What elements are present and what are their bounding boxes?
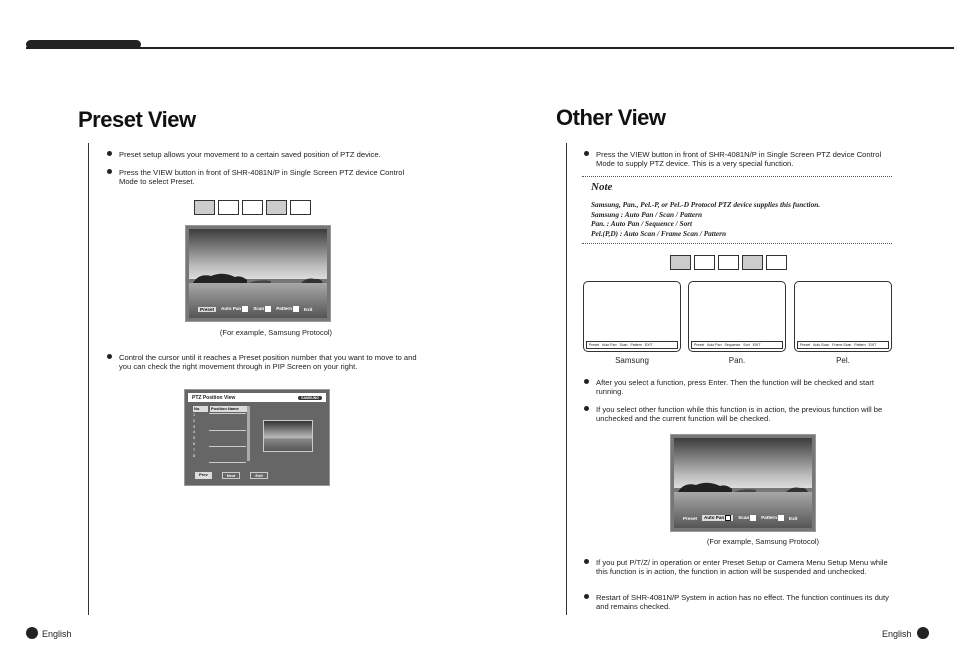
menu-label: Pattern xyxy=(276,306,293,312)
menu-item[interactable]: Frame Scan xyxy=(832,343,852,347)
col-header-name: Position Name xyxy=(210,406,248,412)
bullet-text: After you select a function, press Enter. Then the function will be checked and start running. xyxy=(596,378,875,396)
footer-dot-left xyxy=(26,627,38,639)
protocol-screen-samsung xyxy=(583,281,681,352)
bullet-item xyxy=(584,558,890,576)
header-rule xyxy=(26,47,954,49)
bullet-text: Restart of SHR-4081N/P System in action has no effect. The function continues its duty and remains checked. xyxy=(596,593,889,611)
menu-item-scan[interactable] xyxy=(253,306,271,312)
menu-item[interactable]: Sort xyxy=(743,343,750,347)
function-screen xyxy=(670,434,816,532)
ptz-position-view-screen xyxy=(184,389,330,486)
ptz-menu-bar xyxy=(198,306,312,312)
water-image xyxy=(674,492,812,528)
menu-item[interactable]: EXIT xyxy=(752,343,761,347)
view-button[interactable] xyxy=(670,255,691,270)
table-row[interactable]: 5 xyxy=(193,436,196,441)
menu-item[interactable]: Pattern xyxy=(854,343,866,347)
protocol-menu-bar xyxy=(797,341,889,349)
bullet-item xyxy=(107,168,417,186)
menu-item-scan[interactable] xyxy=(738,515,756,521)
menu-label: Scan xyxy=(253,306,265,312)
menu-item[interactable]: Auto Pan xyxy=(707,343,722,347)
bullet-item xyxy=(584,378,884,396)
next-button[interactable]: Next xyxy=(222,472,241,479)
bullet-dot xyxy=(107,354,112,359)
front-button[interactable] xyxy=(290,200,311,215)
ptz-name-column xyxy=(209,413,246,463)
front-button[interactable] xyxy=(694,255,715,270)
note-line: Samsung : Auto Pan / Scan / Pattern xyxy=(591,209,703,219)
protocol-screen-pel xyxy=(794,281,892,352)
menu-item-pattern[interactable] xyxy=(761,515,784,521)
preset-screen xyxy=(185,225,331,322)
ptz-button-row xyxy=(195,472,268,479)
menu-item[interactable]: Auto Scan xyxy=(813,343,830,347)
ptz-menu-bar xyxy=(683,515,797,521)
protocol-screen-pan xyxy=(688,281,786,352)
front-button[interactable] xyxy=(766,255,787,270)
note-line: Pan. : Auto Pan / Sequence / Sort xyxy=(591,219,693,229)
menu-item[interactable]: Sequence xyxy=(724,343,741,347)
bullet-dot xyxy=(584,559,589,564)
menu-item[interactable]: EXIT xyxy=(868,343,877,347)
table-row[interactable]: 1 xyxy=(193,413,196,417)
protocol-label-pel: Pel. xyxy=(836,356,850,365)
table-row[interactable]: 3 xyxy=(193,424,196,429)
menu-label: Pattern xyxy=(761,515,778,521)
pip-preview-image xyxy=(263,420,313,452)
exit-button[interactable]: Exit xyxy=(250,472,267,479)
protocol-label-pan: Pan. xyxy=(728,356,746,365)
menu-item-auto-pan[interactable] xyxy=(702,515,733,521)
note-bottom-rule xyxy=(582,243,892,244)
prev-button[interactable]: Prev xyxy=(195,472,212,479)
front-button[interactable] xyxy=(718,255,739,270)
bullet-dot xyxy=(584,594,589,599)
footer-dot-right xyxy=(917,627,929,639)
menu-item[interactable]: Scan xyxy=(619,343,628,347)
table-row[interactable]: 2 xyxy=(193,418,196,423)
bullet-item xyxy=(584,593,890,611)
bullet-item xyxy=(584,405,894,423)
bullet-dot xyxy=(584,406,589,411)
ptz-title-bar xyxy=(188,393,326,402)
note-top-rule xyxy=(582,176,892,177)
protocol-menu-bar xyxy=(691,341,783,349)
menu-item-preset[interactable]: Preset xyxy=(200,306,215,312)
footer-language-left: English xyxy=(42,629,72,639)
protocol-label-samsung: Samsung xyxy=(615,356,649,365)
bullet-text: Control the cursor until it reaches a Preset position number that you want to move to and you can check the right movement through in PIP Screen on your right. xyxy=(119,353,417,371)
col-header-no: No. xyxy=(193,406,208,412)
front-button[interactable] xyxy=(218,200,239,215)
footer-language-right: English xyxy=(882,629,912,639)
menu-item[interactable]: Pattern xyxy=(630,343,642,347)
protocol-menu-bar xyxy=(586,341,678,349)
bullet-text: Press the VIEW button in front of SHR-4081N/P in Single Screen PTZ device Control Mode to supply PTZ device. This is a very special function. xyxy=(596,150,882,168)
note-line: Samsung, Pan., Pel.-P, or Pel.-D Protocol PTZ device supplies this function. xyxy=(591,200,821,209)
bullet-item xyxy=(107,353,417,371)
menu-label: Auto Pan xyxy=(704,515,725,521)
check-icon xyxy=(293,306,299,312)
page-title-right: Other View xyxy=(556,105,666,130)
view-button-row xyxy=(670,255,787,270)
bullet-item xyxy=(584,150,884,168)
bullet-text: If you select other function while this function is in action, the previous function will be unchecked and the current function will be checked. xyxy=(596,405,883,423)
menu-item-pattern[interactable] xyxy=(276,306,299,312)
left-margin-rule xyxy=(88,143,89,615)
menu-label: Auto Pan xyxy=(221,306,242,312)
figure-caption: (For example, Samsung Protocol) xyxy=(706,537,820,546)
bullet-dot xyxy=(107,151,112,156)
bullet-text: If you put P/T/Z/ in operation or enter Preset Setup or Camera Menu Setup Menu while this function is in action, the function in action will be suspended and unchecked. xyxy=(596,558,888,576)
ptz-scrollbar[interactable] xyxy=(247,406,250,461)
bullet-dot xyxy=(107,169,112,174)
check-icon xyxy=(725,515,731,521)
figure-caption: (For example, Samsung Protocol) xyxy=(219,328,333,337)
menu-item-preset[interactable]: Preset xyxy=(683,515,698,521)
note-title: Note xyxy=(591,181,613,193)
ptz-title: PTZ Position View xyxy=(192,394,236,401)
ptz-table-header xyxy=(193,406,248,412)
view-button-row xyxy=(194,200,311,215)
ptz-row-numbers xyxy=(193,413,207,461)
bullet-text: Press the VIEW button in front of SHR-4081N/P in Single Screen PTZ device Control Mode to select Preset. xyxy=(119,168,405,186)
samsung-logo: SAMSUNG xyxy=(298,396,322,400)
front-button[interactable] xyxy=(266,200,287,215)
check-icon xyxy=(265,306,271,312)
menu-item[interactable]: Preset xyxy=(589,343,600,347)
right-margin-rule xyxy=(566,143,567,615)
menu-item[interactable]: Auto Pan xyxy=(602,343,617,347)
note-body xyxy=(591,200,820,238)
bullet-dot xyxy=(584,379,589,384)
table-row[interactable]: 7 xyxy=(193,447,196,452)
menu-item[interactable]: EXIT xyxy=(644,343,653,347)
page-title-left: Preset View xyxy=(78,107,196,132)
check-icon xyxy=(750,515,756,521)
table-row[interactable]: 4 xyxy=(193,430,196,435)
bullet-item xyxy=(107,150,417,159)
bullet-text: Preset setup allows your movement to a certain saved position of PTZ device. xyxy=(119,150,381,159)
menu-item-exit[interactable]: Exit xyxy=(789,515,798,521)
note-line: Pel.(P,D) : Auto Scan / Frame Scan / Pattern xyxy=(591,228,726,238)
menu-item[interactable]: Preset xyxy=(694,343,705,347)
check-icon xyxy=(778,515,784,521)
menu-item-auto-pan[interactable] xyxy=(221,306,248,312)
table-row[interactable]: 8 xyxy=(193,453,196,458)
table-row[interactable]: 6 xyxy=(193,441,196,446)
menu-label: Scan xyxy=(738,515,750,521)
view-button[interactable] xyxy=(194,200,215,215)
front-button[interactable] xyxy=(242,200,263,215)
bullet-dot xyxy=(584,151,589,156)
front-button[interactable] xyxy=(742,255,763,270)
menu-item-exit[interactable]: Exit xyxy=(304,306,313,312)
menu-item[interactable]: Preset xyxy=(800,343,811,347)
water-image xyxy=(189,283,327,318)
check-icon xyxy=(242,306,248,312)
